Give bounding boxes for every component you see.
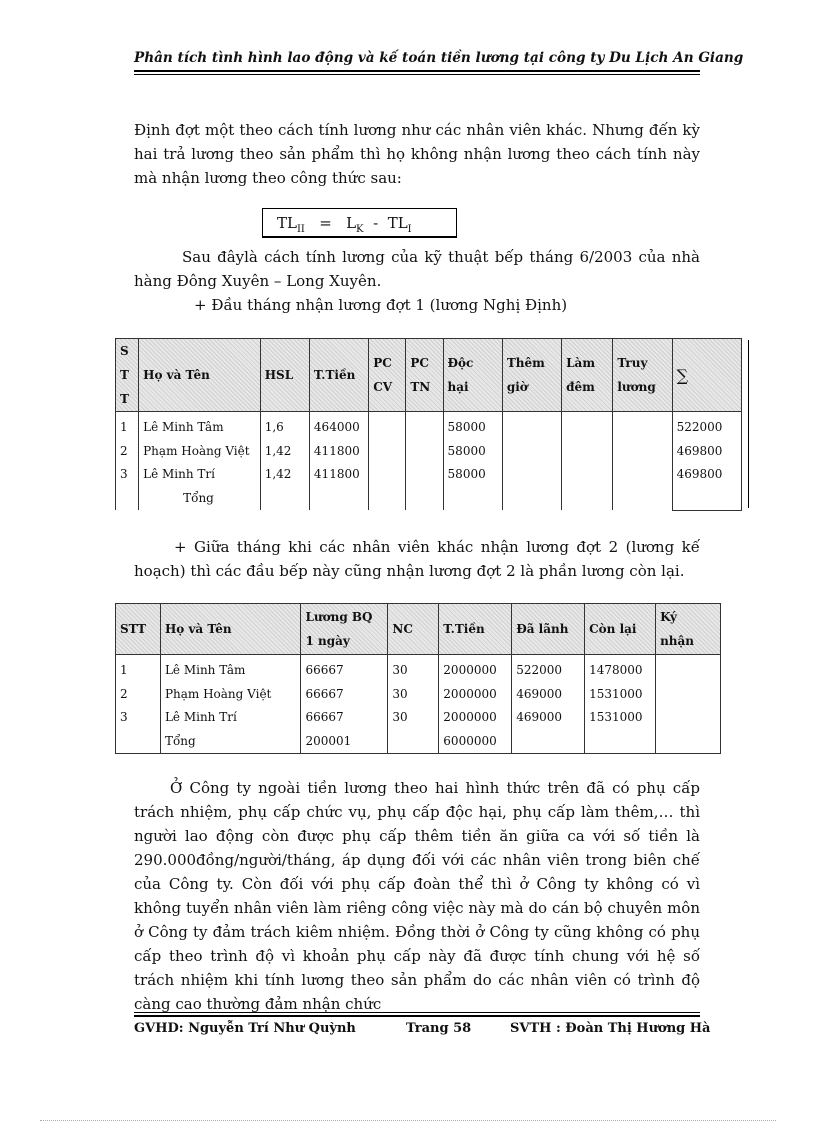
table1-them-gio-cell	[502, 412, 561, 511]
table1-doc-hai-cell: 58000 58000 58000	[443, 412, 502, 511]
col2-luong-bq: Lương BQ 1 ngày	[301, 604, 388, 655]
salary-table-2	[115, 603, 721, 754]
paragraph-1: Định đợt một theo cách tính lương như các nhân viên khác. Nhưng đến kỳ hai trả lương theo sản phẩm thì họ không nhận lương theo cách tính này mà nhận lương theo công thức sau:	[134, 121, 700, 187]
table2-con-lai-cell: 1478000 1531000 1531000	[585, 655, 656, 754]
col-hsl: HSL	[260, 339, 309, 412]
table1-tien-cell: 464000 411800 411800	[309, 412, 368, 511]
paragraph-5: Ở Công ty ngoài tiền lương theo hai hình thức trên đã có phụ cấp trách nhiệm, phụ cấp chức vụ, phụ cấp độc hại, phụ cấp làm thêm,… thì người lao động còn được phụ cấp thêm tiền ăn giữa ca với số tiền là 290.000đồng/người/tháng, áp dụng đối với các nhân viên trong biên chế của Công ty. Còn đối với phụ cấp đoàn thể thì ở Công ty không có vì không tuyển nhân viên làm riêng công việc này mà do cán bộ chuyên môn ở Công ty đảm trách kiêm nhiệm. Đồng thời ở Công ty cũng không có phụ cấp theo trình độ vì khoản phụ cấp này đã được tính chung với hệ số trách nhiệm khi tính lương theo sản phẩm do các nhân viên có trình độ càng cao thường đảm nhận chức	[134, 779, 700, 1013]
footer-page-number: Trang 58	[406, 1021, 472, 1036]
table2-name-cell: Lê Minh Tâm Phạm Hoàng Việt Lê Minh Trí Tổng	[160, 655, 301, 754]
salary-table-1	[115, 338, 742, 511]
table1-name-cell: Lê Minh Tâm Phạm Hoàng Việt Lê Minh Trí Tổng	[139, 412, 261, 511]
table1-lam-dem-cell	[562, 412, 613, 511]
col-them-gio: Thêm giờ	[502, 339, 561, 412]
table1-body-row	[116, 412, 742, 511]
col-pccv: PC CV	[369, 339, 406, 412]
footer-advisor: GVHD: Nguyễn Trí Như Quỳnh	[134, 1021, 356, 1036]
page-header-title: Phân tích tình hình lao động và kế toán tiền lương tại công ty Du Lịch An Giang	[134, 50, 744, 66]
col-tien: T.Tiền	[309, 339, 368, 412]
table1-header-row	[116, 339, 742, 412]
table1-stt-cell: 1 2 3	[116, 412, 139, 511]
col2-stt: STT	[116, 604, 161, 655]
table2-tien-cell: 2000000 2000000 2000000 6000000	[439, 655, 512, 754]
col-truy-luong: Truy lương	[613, 339, 672, 412]
table2-luong-bq-cell: 66667 66667 66667 200001	[301, 655, 388, 754]
header-rule	[134, 70, 700, 72]
page-bottom-dotted-line	[40, 1120, 776, 1121]
col-pctn: PC TN	[406, 339, 443, 412]
header-rule-thin	[134, 74, 700, 75]
table1-sum-cell: 522000 469800 469800	[672, 412, 741, 511]
col2-ky-nhan: Ký nhận	[656, 604, 721, 655]
col2-nc: NC	[388, 604, 439, 655]
col-lam-dem: Làm đêm	[562, 339, 613, 412]
col2-con-lai: Còn lại	[585, 604, 656, 655]
footer-rule-thin	[134, 1012, 700, 1013]
salary-formula: $TL_{II}$ = $L_K - TL_I$	[262, 208, 457, 238]
table2-header-row	[116, 604, 721, 655]
table2-ky-nhan-cell	[656, 655, 721, 754]
col-stt: S T T	[116, 339, 139, 412]
table1-pccv-cell	[369, 412, 406, 511]
paragraph-2: Sau đâylà cách tính lương của kỹ thuật bếp tháng 6/2003 của nhà hàng Đông Xuyên – Long Xuyên.	[134, 248, 700, 290]
col-name: Họ và Tên	[139, 339, 261, 412]
table1-right-border	[748, 340, 749, 508]
table2-nc-cell: 30 30 30	[388, 655, 439, 754]
table2-body-row	[116, 655, 721, 754]
paragraph-4: + Giữa tháng khi các nhân viên khác nhận lương đợt 2 (lương kế hoạch) thì các đầu bếp này cũng nhận lương đợt 2 là phần lương còn lại.	[134, 538, 700, 580]
table2-stt-cell: 1 2 3	[116, 655, 161, 754]
paragraph-3: + Đầu tháng nhận lương đợt 1 (lương Nghị Định)	[194, 296, 568, 314]
footer-student: SVTH : Đoàn Thị Hương Hà	[510, 1021, 711, 1036]
table1-hsl-cell: 1,6 1,42 1,42	[260, 412, 309, 511]
table1-pctn-cell	[406, 412, 443, 511]
col2-da-lanh: Đã lãnh	[512, 604, 585, 655]
col-doc-hai: Độc hại	[443, 339, 502, 412]
footer-rule	[134, 1015, 700, 1017]
table2-da-lanh-cell: 522000 469000 469000	[512, 655, 585, 754]
col2-tien: T.Tiền	[439, 604, 512, 655]
col-sum: ∑	[672, 339, 741, 412]
table1-truy-luong-cell	[613, 412, 672, 511]
col2-name: Họ và Tên	[160, 604, 301, 655]
